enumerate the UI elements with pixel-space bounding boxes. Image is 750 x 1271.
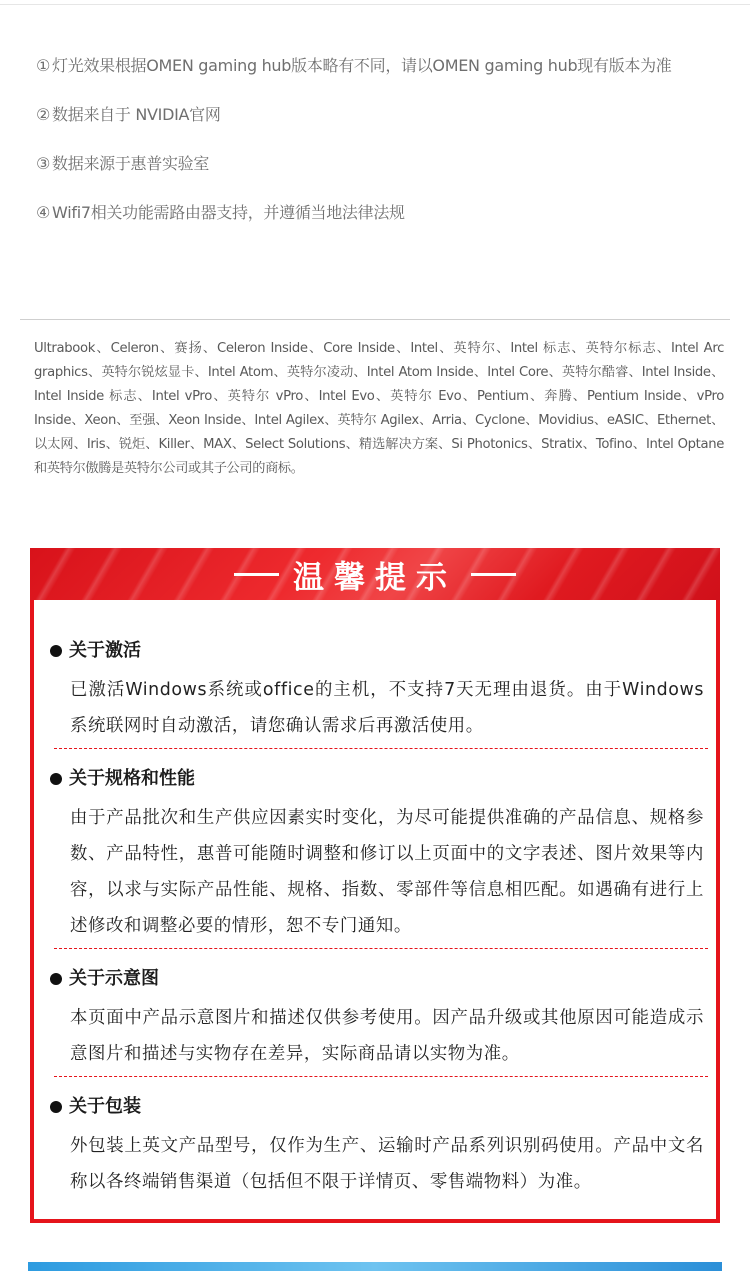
section-title: 关于激活 xyxy=(69,640,141,661)
section-title: 关于规格和性能 xyxy=(69,768,195,789)
section-body: 已激活Windows系统或office的主机，不支持7天无理由退货。由于Windows系统联网时自动激活，请您确认需求后再激活使用。 xyxy=(70,680,704,736)
footnotes-list xyxy=(36,50,726,246)
footnote-text: 数据来源于惠普实验室 xyxy=(52,154,210,173)
section-body: 由于产品批次和生产供应因素实时变化，为尽可能提供准确的产品信息、规格参数、产品特性，惠普可能随时调整和修订以上页面中的文字表述、图片效果等内容，以求与实际产品性能、规格、指数、零部件等信息相匹配。如遇确有进行上述修改和调整必要的情形，恕不专门通知。 xyxy=(70,808,704,936)
warm-tips-header xyxy=(30,548,720,600)
warm-tips-panel xyxy=(30,548,720,1223)
footnote-2 xyxy=(36,99,726,148)
bullet-icon xyxy=(50,645,62,657)
footnote-4 xyxy=(36,197,726,246)
section-title: 关于包装 xyxy=(69,1096,141,1117)
section-title: 关于示意图 xyxy=(69,968,159,989)
dashed-divider xyxy=(54,1076,708,1077)
section-divider xyxy=(20,319,730,320)
footnote-text: Wifi7相关功能需路由器支持，并遵循当地法律法规 xyxy=(52,203,405,222)
top-divider xyxy=(0,4,750,5)
bullet-icon xyxy=(50,773,62,785)
footnote-number: ② xyxy=(36,105,51,124)
trademark-notice: Ultrabook、Celeron、赛扬、Celeron Inside、Core Inside、Intel、英特尔、Intel 标志、英特尔标志、Intel Arc graphics、英特尔锐炫显卡、Intel Atom、英特尔凌动、Intel Atom Inside、Intel Core、英特尔酷睿、Intel Inside、Intel Inside 标志、Intel vPro、英特尔 vPro、Intel Evo、英特尔 Evo、Pentium、奔腾、Pentium Inside、vPro Inside、Xeon、至强、Xeon Inside、Intel Agilex、英特尔 Agilex、Arria、Cyclone、Movidius、eASIC、Ethernet、以太网、Iris、锐炬、Killer、MAX、Select Solutions、精选解决方案、Si Photonics、Stratix、Tofino、Intel Optane 和英特尔傲腾是英特尔公司或其子公司的商标。 xyxy=(34,341,724,476)
footnote-number: ① xyxy=(36,56,51,75)
section-body: 本页面中产品示意图片和描述仅供参考使用。因产品升级或其他原因可能造成示意图片和描述与实物存在差异，实际商品请以实物为准。 xyxy=(70,1008,704,1064)
bullet-icon xyxy=(50,1101,62,1113)
footnote-3 xyxy=(36,148,726,197)
footnote-text: 灯光效果根据OMEN gaming hub版本略有不同，请以OMEN gaming hub现有版本为准 xyxy=(52,56,672,75)
notice-section-packaging xyxy=(50,1092,704,1200)
warm-tips-title: 温馨提示 xyxy=(293,559,457,596)
next-section-bar xyxy=(28,1262,722,1271)
header-dash-right xyxy=(471,573,516,576)
footnote-number: ④ xyxy=(36,203,51,222)
header-dash-left xyxy=(234,573,279,576)
notice-section-activation xyxy=(50,636,704,744)
notice-section-illustration xyxy=(50,964,704,1072)
dashed-divider xyxy=(54,948,708,949)
footnote-number: ③ xyxy=(36,154,51,173)
footnote-text: 数据来自于 NVIDIA官网 xyxy=(52,105,221,124)
footnote-1 xyxy=(36,50,726,99)
bullet-icon xyxy=(50,973,62,985)
section-body: 外包装上英文产品型号，仅作为生产、运输时产品系列识别码使用。产品中文名称以各终端销售渠道（包括但不限于详情页、零售端物料）为准。 xyxy=(70,1136,704,1192)
dashed-divider xyxy=(54,748,708,749)
notice-section-specs xyxy=(50,764,704,944)
